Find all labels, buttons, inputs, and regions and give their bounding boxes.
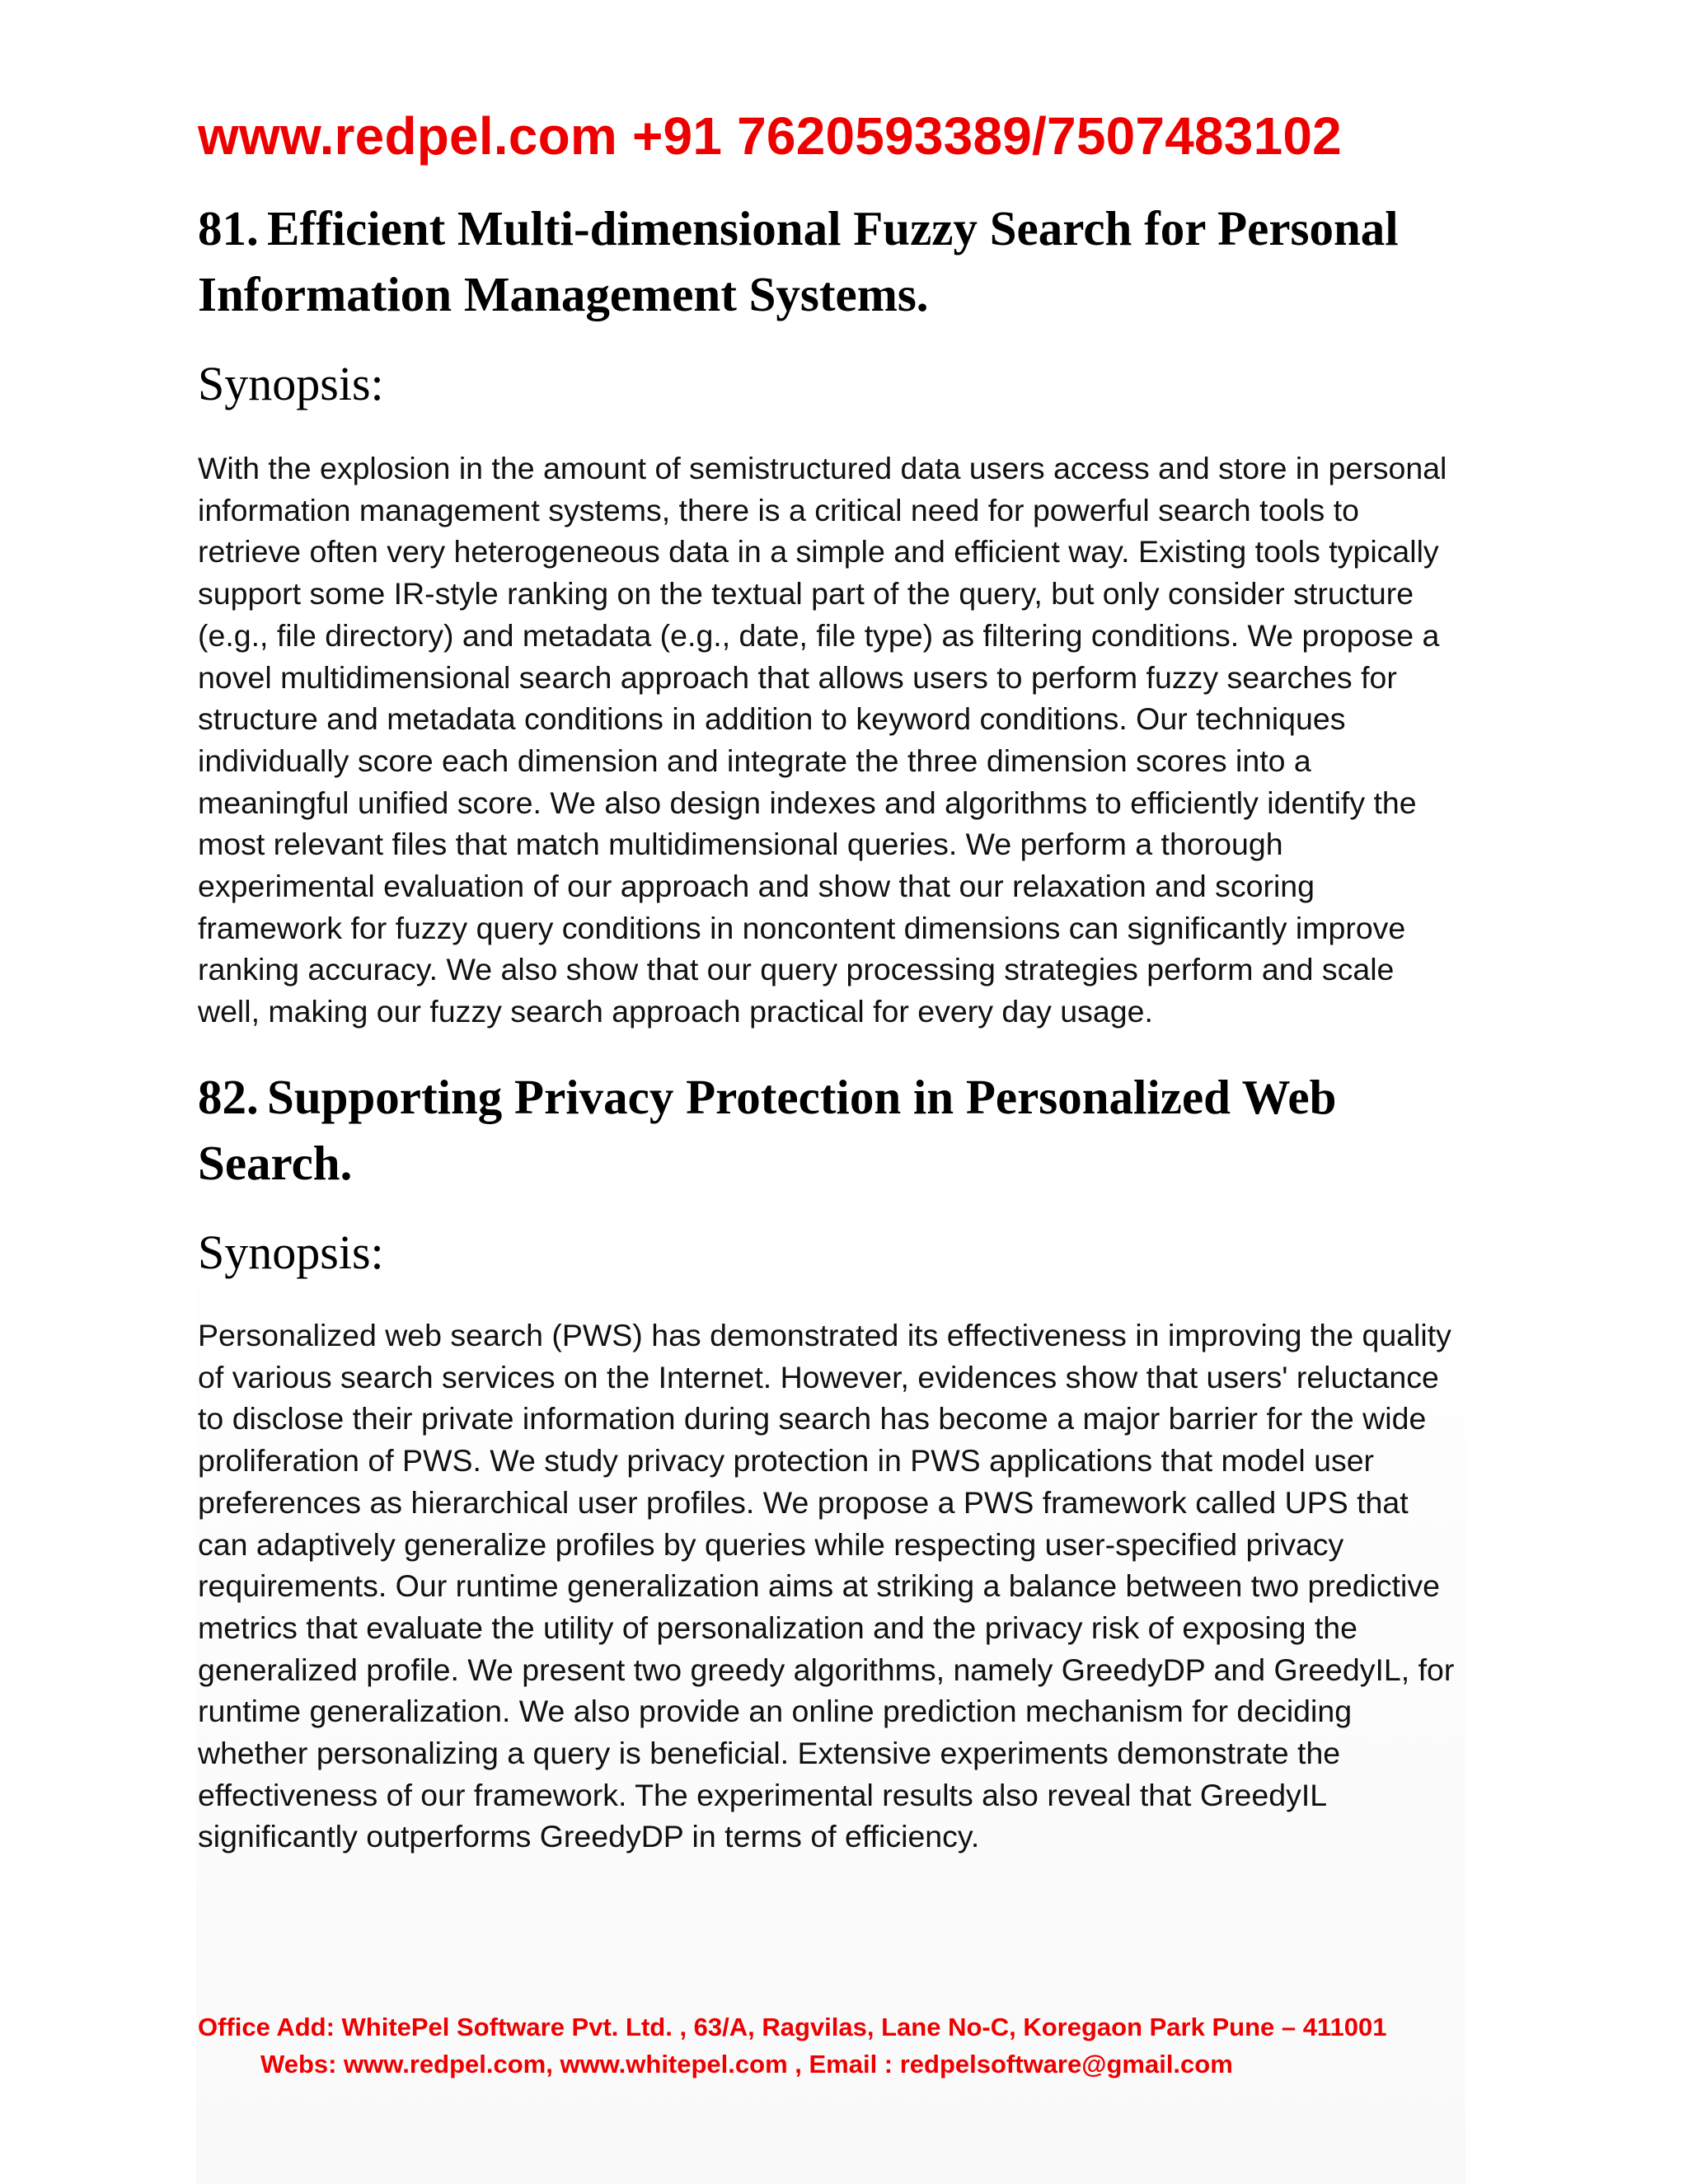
synopsis-label: Synopsis: [198,1226,384,1279]
text-line: retrieve often very heterogeneous data in a simple and efficient way. Existing tools typically [198,534,1439,569]
text-line: (e.g., file directory) and metadata (e.g., date, file type) as filtering conditions. We propose a [198,617,1440,653]
text-line: significantly outperforms GreedyDP in terms of efficiency. [198,1819,980,1854]
footer-office-address: Office Add: WhitePel Software Pvt. Ltd. , 63/A, Ragvilas, Lane No-C, Koregaon Park Pune – 411001 [198,2013,1387,2041]
text-line: of various search services on the Internet. However, evidences show that users' reluctance [198,1359,1439,1394]
text-line: With the explosion in the amount of semistructured data users access and store in personal [198,451,1447,485]
section-82-synopsis-text [198,1315,1500,1858]
title-line: Supporting Privacy Protection in Personalized Web [267,1070,1337,1124]
text-line: runtime generalization. We also provide an online prediction mechanism for deciding [198,1694,1353,1729]
text-line: meaningful unified score. We also design indexes and algorithms to efficiently identify the [198,785,1417,820]
text-line: individually score each dimension and integrate the three dimension scores into a [198,743,1311,778]
contact-header: www.redpel.com +91 7620593389/7507483102 [198,106,1342,166]
text-line: metrics that evaluate the utility of personalization and the privacy risk of exposing the [198,1610,1358,1645]
text-line: whether personalizing a query is beneficial. Extensive experiments demonstrate the [198,1736,1341,1771]
text-line: novel multidimensional search approach that allows users to perform fuzzy searches for [198,659,1397,695]
text-line: information management systems, there is a critical need for powerful search tools to [198,492,1359,527]
text-line: generalized profile. We present two greedy algorithms, namely GreedyDP and GreedyIL, for [198,1652,1455,1687]
footer-web-email: Webs: www.redpel.com, www.whitepel.com , Email : redpelsoftware@gmail.com [260,2050,1233,2079]
text-line: Personalized web search (PWS) has demonstrated its effectiveness in improving the quality [198,1318,1451,1352]
section-81-synopsis-text [198,448,1500,1033]
text-line: proliferation of PWS. We study privacy protection in PWS applications that model user [198,1443,1375,1479]
text-line: effectiveness of our framework. The experimental results also reveal that GreedyIL [198,1777,1328,1812]
text-line: to disclose their private information during search has become a major barrier for the wide [198,1401,1427,1436]
text-line: support some IR-style ranking on the textual part of the query, but only consider structure [198,576,1414,612]
section-number: 81. [198,201,259,255]
text-line: framework for fuzzy query conditions in noncontent dimensions can significantly improve [198,910,1406,945]
title-line: Search. [198,1136,353,1190]
section-81-title [198,195,1517,327]
text-line: can adaptively generalize profiles by queries while respecting user-specified privacy [198,1526,1344,1562]
text-line: most relevant files that match multidimensional queries. We perform a thorough [198,827,1283,862]
section-number: 82. [198,1070,259,1124]
text-line: structure and metadata conditions in addition to keyword conditions. Our techniques [198,701,1346,737]
title-line: Information Management Systems. [198,267,929,321]
section-82-title [198,1064,1517,1196]
synopsis-label: Synopsis: [198,357,384,410]
text-line: preferences as hierarchical user profiles. We propose a PWS framework called UPS that [198,1484,1409,1520]
text-line: requirements. Our runtime generalization aims at striking a balance between two predictive [198,1568,1440,1604]
text-line: experimental evaluation of our approach and show that our relaxation and scoring [198,869,1315,904]
text-line: well, making our fuzzy search approach practical for every day usage. [198,994,1153,1029]
title-line: Efficient Multi-dimensional Fuzzy Search for Personal [267,201,1399,255]
text-line: ranking accuracy. We also show that our query processing strategies perform and scale [198,952,1395,987]
